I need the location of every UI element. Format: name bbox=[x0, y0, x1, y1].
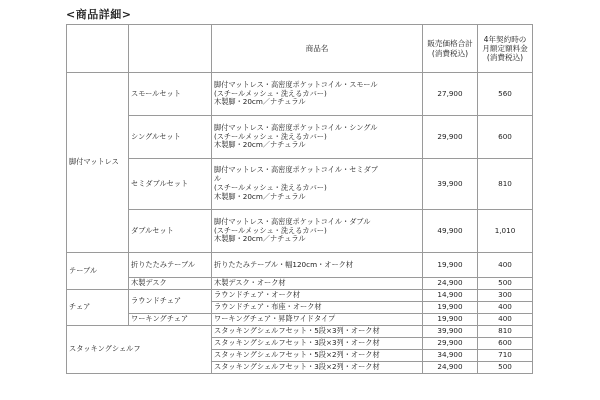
section-title: <商品詳細> bbox=[66, 8, 132, 21]
group-table: テーブル bbox=[67, 253, 129, 290]
product-desc: スタッキングシェルフセット・5段×3列・オーク材 bbox=[212, 326, 423, 338]
product-desc: スタッキングシェルフセット・3段×3列・オーク材 bbox=[212, 338, 423, 350]
header-sub bbox=[129, 25, 212, 73]
sub-folding-table: 折りたたみテーブル bbox=[129, 253, 212, 278]
product-desc: スタッキングシェルフセット・5段×2列・オーク材 bbox=[212, 350, 423, 362]
header-group bbox=[67, 25, 129, 73]
table-row bbox=[67, 210, 533, 253]
price-cell: 19,900 bbox=[423, 302, 478, 314]
monthly-cell: 600 bbox=[478, 116, 533, 159]
monthly-cell: 500 bbox=[478, 278, 533, 290]
sub-wood-desk: 木製デスク bbox=[129, 278, 212, 290]
sub-semidouble: セミダブルセット bbox=[129, 159, 212, 210]
table-row bbox=[67, 290, 533, 302]
monthly-cell: 600 bbox=[478, 338, 533, 350]
price-cell: 39,900 bbox=[423, 326, 478, 338]
price-cell: 29,900 bbox=[423, 116, 478, 159]
sub-double: ダブルセット bbox=[129, 210, 212, 253]
table-row bbox=[67, 159, 533, 210]
price-cell: 19,900 bbox=[423, 314, 478, 326]
monthly-cell: 710 bbox=[478, 350, 533, 362]
header-monthly: 4年契約時の 月額定額料金 (消費税込) bbox=[478, 25, 533, 73]
group-mattress: 脚付マットレス bbox=[67, 73, 129, 253]
price-cell: 49,900 bbox=[423, 210, 478, 253]
header-price: 販売価格合計 (消費税込) bbox=[423, 25, 478, 73]
product-desc: ラウンドチェア・オーク材 bbox=[212, 290, 423, 302]
table-row bbox=[67, 73, 533, 116]
table-row bbox=[67, 253, 533, 278]
price-cell: 39,900 bbox=[423, 159, 478, 210]
group-chair: チェア bbox=[67, 290, 129, 326]
product-desc: 脚付マットレス・高密度ポケットコイル・スモール (スチールメッシュ・洗えるカバー) 木製脚・20cm／ナチュラル bbox=[212, 73, 423, 116]
table-row bbox=[67, 314, 533, 326]
table-row bbox=[67, 116, 533, 159]
price-cell: 34,900 bbox=[423, 350, 478, 362]
monthly-cell: 400 bbox=[478, 253, 533, 278]
product-detail-table bbox=[66, 24, 533, 374]
monthly-cell: 300 bbox=[478, 290, 533, 302]
price-cell: 27,900 bbox=[423, 73, 478, 116]
price-cell: 24,900 bbox=[423, 278, 478, 290]
product-desc: スタッキングシェルフセット・3段×2列・オーク材 bbox=[212, 362, 423, 374]
product-desc: 木製デスク・オーク材 bbox=[212, 278, 423, 290]
price-cell: 24,900 bbox=[423, 362, 478, 374]
sub-round-chair: ラウンドチェア bbox=[129, 290, 212, 314]
sub-single: シングルセット bbox=[129, 116, 212, 159]
header-product-name: 商品名 bbox=[212, 25, 423, 73]
table-row bbox=[67, 278, 533, 290]
product-desc: ラウンドチェア・布座・オーク材 bbox=[212, 302, 423, 314]
product-desc: 脚付マットレス・高密度ポケットコイル・シングル (スチールメッシュ・洗えるカバー) 木製脚・20cm／ナチュラル bbox=[212, 116, 423, 159]
monthly-cell: 400 bbox=[478, 302, 533, 314]
group-shelf: スタッキングシェルフ bbox=[67, 326, 212, 374]
sub-small: スモールセット bbox=[129, 73, 212, 116]
monthly-cell: 500 bbox=[478, 362, 533, 374]
monthly-cell: 810 bbox=[478, 159, 533, 210]
monthly-cell: 810 bbox=[478, 326, 533, 338]
monthly-cell: 560 bbox=[478, 73, 533, 116]
monthly-cell: 400 bbox=[478, 314, 533, 326]
table-row bbox=[67, 326, 533, 338]
price-cell: 29,900 bbox=[423, 338, 478, 350]
product-desc: 折りたたみテーブル・幅120cm・オーク材 bbox=[212, 253, 423, 278]
product-desc: ワーキングチェア・昇降ワイドタイプ bbox=[212, 314, 423, 326]
table-header-row bbox=[67, 25, 533, 73]
price-cell: 14,900 bbox=[423, 290, 478, 302]
monthly-cell: 1,010 bbox=[478, 210, 533, 253]
sub-working-chair: ワーキングチェア bbox=[129, 314, 212, 326]
product-desc: 脚付マットレス・高密度ポケットコイル・ダブル (スチールメッシュ・洗えるカバー) 木製脚・20cm／ナチュラル bbox=[212, 210, 423, 253]
price-cell: 19,900 bbox=[423, 253, 478, 278]
product-desc: 脚付マットレス・高密度ポケットコイル・セミダブ ル (スチールメッシュ・洗えるカバー) 木製脚・20cm／ナチュラル bbox=[212, 159, 423, 210]
